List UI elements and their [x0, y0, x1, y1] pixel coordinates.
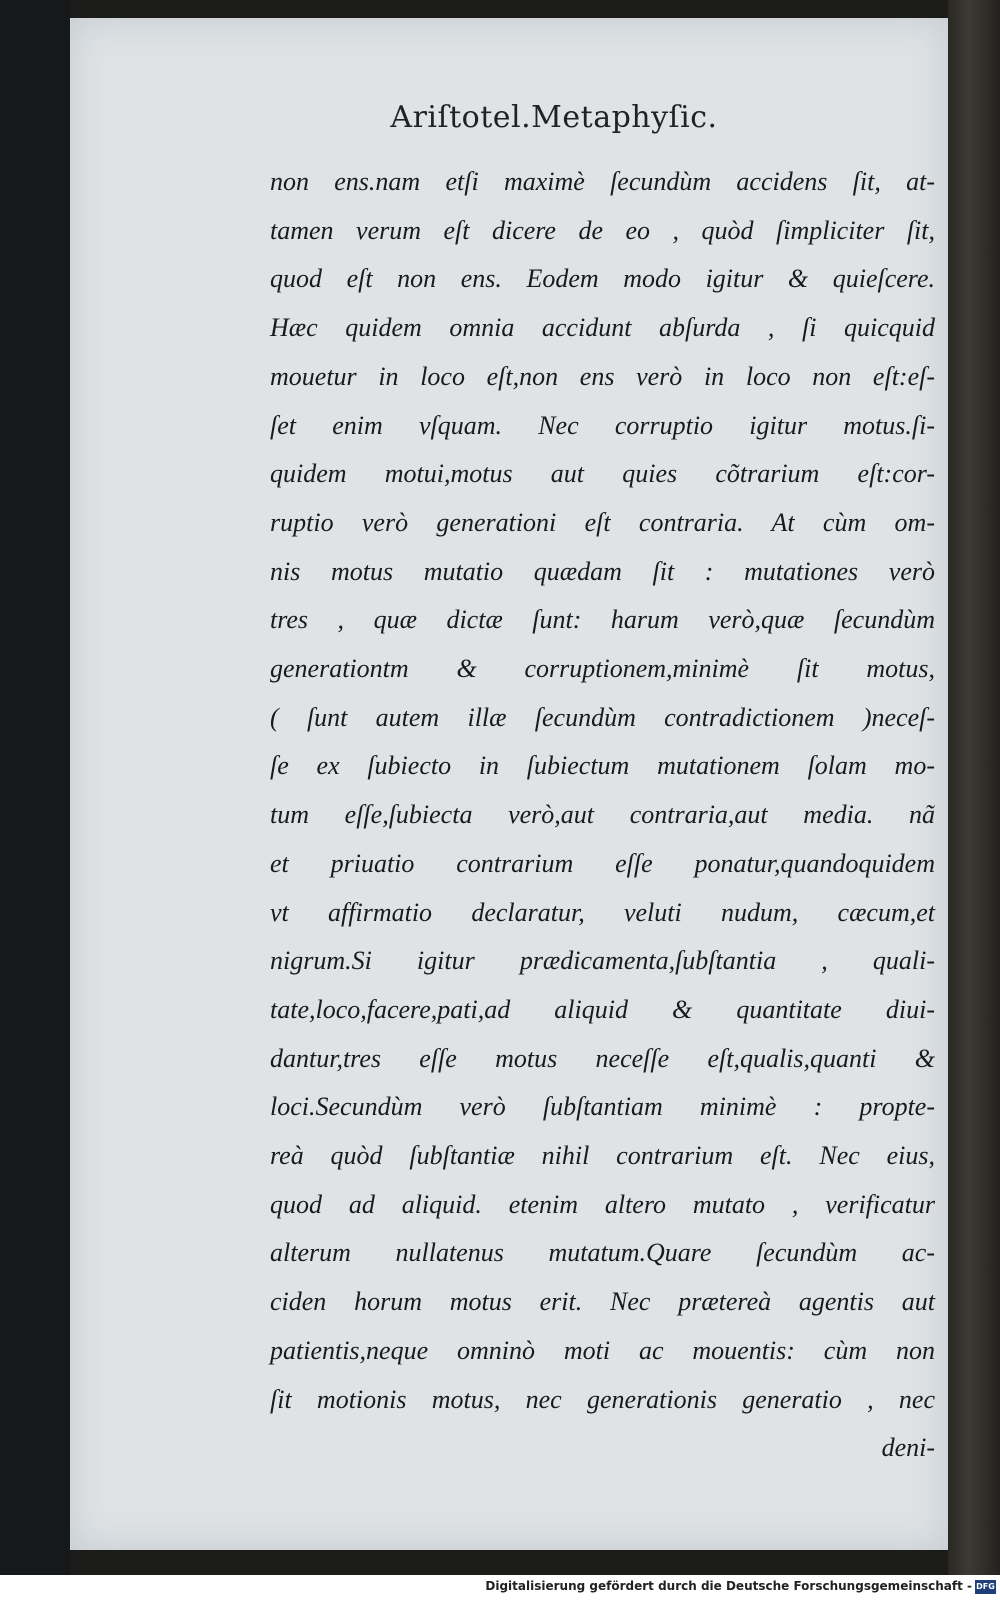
- text-line: tate,loco,facere,pati,ad aliquid & quantitate diui-: [270, 994, 935, 1024]
- text-line: ciden horum motus erit. Nec prætereà agentis aut: [270, 1287, 935, 1317]
- left-scan-margin: [0, 0, 70, 1575]
- digitization-footer: [0, 1575, 1000, 1601]
- text-line: quod eſt non ens. Eodem modo igitur & quieſcere.: [270, 264, 935, 294]
- text-line: nis motus mutatio quædam ſit : mutationes verò: [270, 556, 935, 586]
- book-spine-edge: [948, 0, 1000, 1575]
- catchword: deni-: [881, 1433, 935, 1463]
- text-line: generationtm & corruptionem,minimè ſit motus,: [270, 654, 935, 684]
- text-line: tum eſſe,ſubiecta verò,aut contraria,aut media. nã: [270, 800, 935, 830]
- text-line: quidem motui,motus aut quies cõtrarium eſt:cor-: [270, 459, 935, 489]
- text-line: dantur,tres eſſe motus neceſſe eſt,qualis,quanti &: [270, 1043, 935, 1073]
- text-line: tamen verum eſt dicere de eo , quòd ſimpliciter ſit,: [270, 215, 935, 245]
- text-line: mouetur in loco eſt,non ens verò in loco non eſt:eſ-: [270, 361, 935, 391]
- text-line: alterum nullatenus mutatum.Quare ſecundùm ac-: [270, 1238, 935, 1268]
- text-line: patientis,neque omninò moti ac mouentis: cùm non: [270, 1335, 935, 1365]
- text-line: ſet enim vſquam. Nec corruptio igitur motus.ſi-: [270, 410, 935, 440]
- text-line: quod ad aliquid. etenim altero mutato , verificatur: [270, 1189, 935, 1219]
- text-line: nigrum.Si igitur prædicamenta,ſubſtantia , quali-: [270, 946, 935, 976]
- text-line: ruptio verò generationi eſt contraria. At cùm om-: [270, 507, 935, 537]
- text-line: reà quòd ſubſtantiæ nihil contrarium eſt. Nec eius,: [270, 1141, 935, 1171]
- dfg-logo: DFG: [975, 1580, 996, 1594]
- text-line: Hæc quidem omnia accidunt abſurda , ſi quicquid: [270, 313, 935, 343]
- text-line: vt affirmatio declaratur, veluti nudum, cæcum,et: [270, 897, 935, 927]
- text-line: ſe ex ſubiecto in ſubiectum mutationem ſolam mo-: [270, 751, 935, 781]
- body-text: [270, 158, 935, 1473]
- text-line: ( ſunt autem illæ ſecundùm contradictionem )neceſ-: [270, 702, 935, 732]
- text-line: tres , quæ dictæ ſunt: harum verò,quæ ſecundùm: [270, 605, 935, 635]
- text-line: ſit motionis motus, nec generationis generatio , nec: [270, 1384, 935, 1414]
- text-line: loci.Secundùm verò ſubſtantiam minimè : propte-: [270, 1092, 935, 1122]
- running-head: Ariſtotel.Metaphyſic.: [390, 100, 718, 135]
- book-page: [70, 18, 948, 1550]
- text-line: et priuatio contrarium eſſe ponatur,quandoquidem: [270, 848, 935, 878]
- text-line: non ens.nam etſi maximè ſecundùm accidens ſit, at-: [270, 167, 935, 196]
- funding-credit: Digitalisierung gefördert durch die Deutsche Forschungsgemeinschaft -: [485, 1579, 972, 1593]
